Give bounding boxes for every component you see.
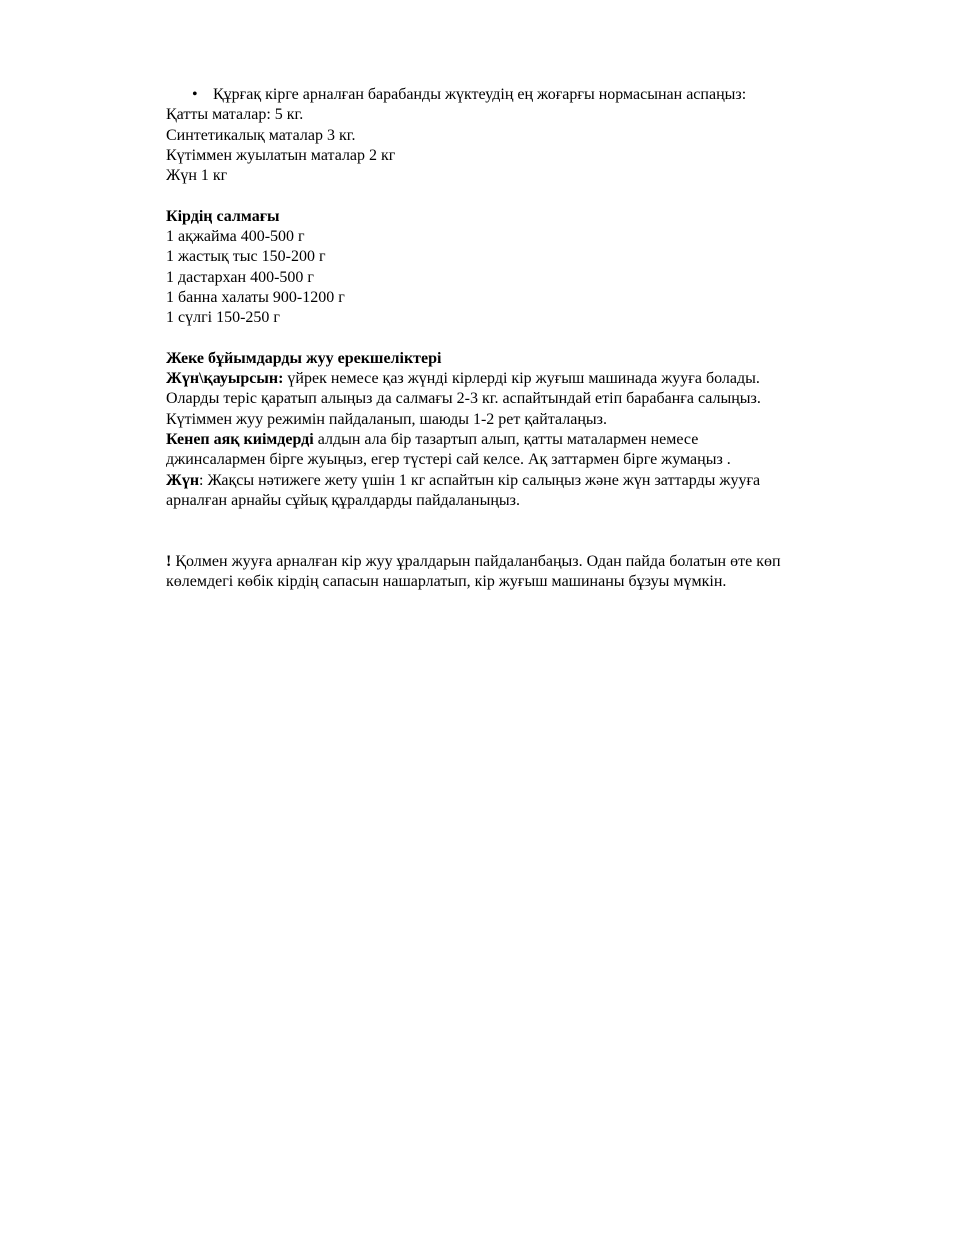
canvas-label: Кенеп аяқ киімдерді — [166, 431, 314, 449]
wool-paragraph-line: арналған арнайы сұйық құралдарды пайдаланыңыз. — [166, 491, 520, 509]
bullet-marker: • — [192, 86, 198, 103]
warning-mark: ! — [166, 552, 172, 570]
warning-line — [166, 552, 856, 572]
spacer — [166, 186, 856, 206]
wool-label: Жүн — [166, 471, 200, 489]
wool-paragraph-line — [166, 471, 856, 491]
down-text: үйрек немесе қаз жүнді кірлерді кір жуғыш машинада жууға болады. — [283, 370, 760, 388]
bullet-item — [166, 85, 856, 105]
special-section — [166, 349, 856, 511]
weight-line: 1 сүлгі 150-250 г — [166, 309, 280, 327]
down-label: Жүн\қауырсын: — [166, 370, 284, 388]
weight-line: 1 дастархан 400-500 г — [166, 268, 314, 286]
bullet-text: Құрғақ кірге арналған барабанды жүктеудің ең жоғарғы нормасынан аспаңыз: — [213, 86, 747, 103]
canvas-paragraph-line: джинсалармен бірге жуыңыз, егер түстері сай келсе. Ақ заттармен бірге жумаңыз . — [166, 451, 731, 469]
weight-line: 1 жастық тыс 150-200 г — [166, 248, 326, 266]
load-limit-line: Синтетикалық маталар 3 кг. — [166, 126, 356, 144]
canvas-paragraph-line — [166, 430, 856, 450]
warning-section — [166, 552, 856, 593]
down-paragraph-line: Күтіммен жуу режимін пайдаланып, шаюды 1-2 рет қайталаңыз. — [166, 410, 607, 428]
weights-heading: Кірдің салмағы — [166, 207, 280, 225]
warning-line: көлемдегі көбік кірдің сапасын нашарлатып, кір жуғыш машинаны бұзуы мүмкін. — [166, 573, 727, 591]
special-heading: Жеке бұйымдарды жуу ерекшеліктері — [166, 349, 442, 367]
weight-line: 1 банна халаты 900-1200 г — [166, 288, 345, 306]
down-paragraph-line: Оларды теріс қаратып алыңыз да салмағы 2-3 кг. аспайтындай етіп барабанға салыңыз. — [166, 390, 761, 408]
load-limit-line: Жүн 1 кг — [166, 167, 228, 185]
spacer — [166, 329, 856, 349]
load-limit-line: Қатты маталар: 5 кг. — [166, 106, 304, 124]
down-paragraph-line — [166, 369, 856, 389]
load-limit-line: Күтіммен жуылатын маталар 2 кг — [166, 146, 396, 164]
spacer — [166, 511, 856, 552]
wool-text: : Жақсы нәтижеге жету үшін 1 кг аспайтын кір салыңыз және жүн заттарды жууға — [199, 471, 761, 489]
warning-text: Қолмен жууға арналған кір жуу ұралдарын пайдаланбаңыз. Одан пайда болатын өте көп — [171, 552, 781, 570]
weight-line: 1 ақжайма 400-500 г — [166, 228, 305, 246]
weights-section — [166, 207, 856, 329]
load-limits-list — [166, 105, 856, 186]
canvas-text: алдын ала бір тазартып алып, қатты маталармен немесе — [313, 431, 699, 449]
document-page — [166, 85, 856, 592]
